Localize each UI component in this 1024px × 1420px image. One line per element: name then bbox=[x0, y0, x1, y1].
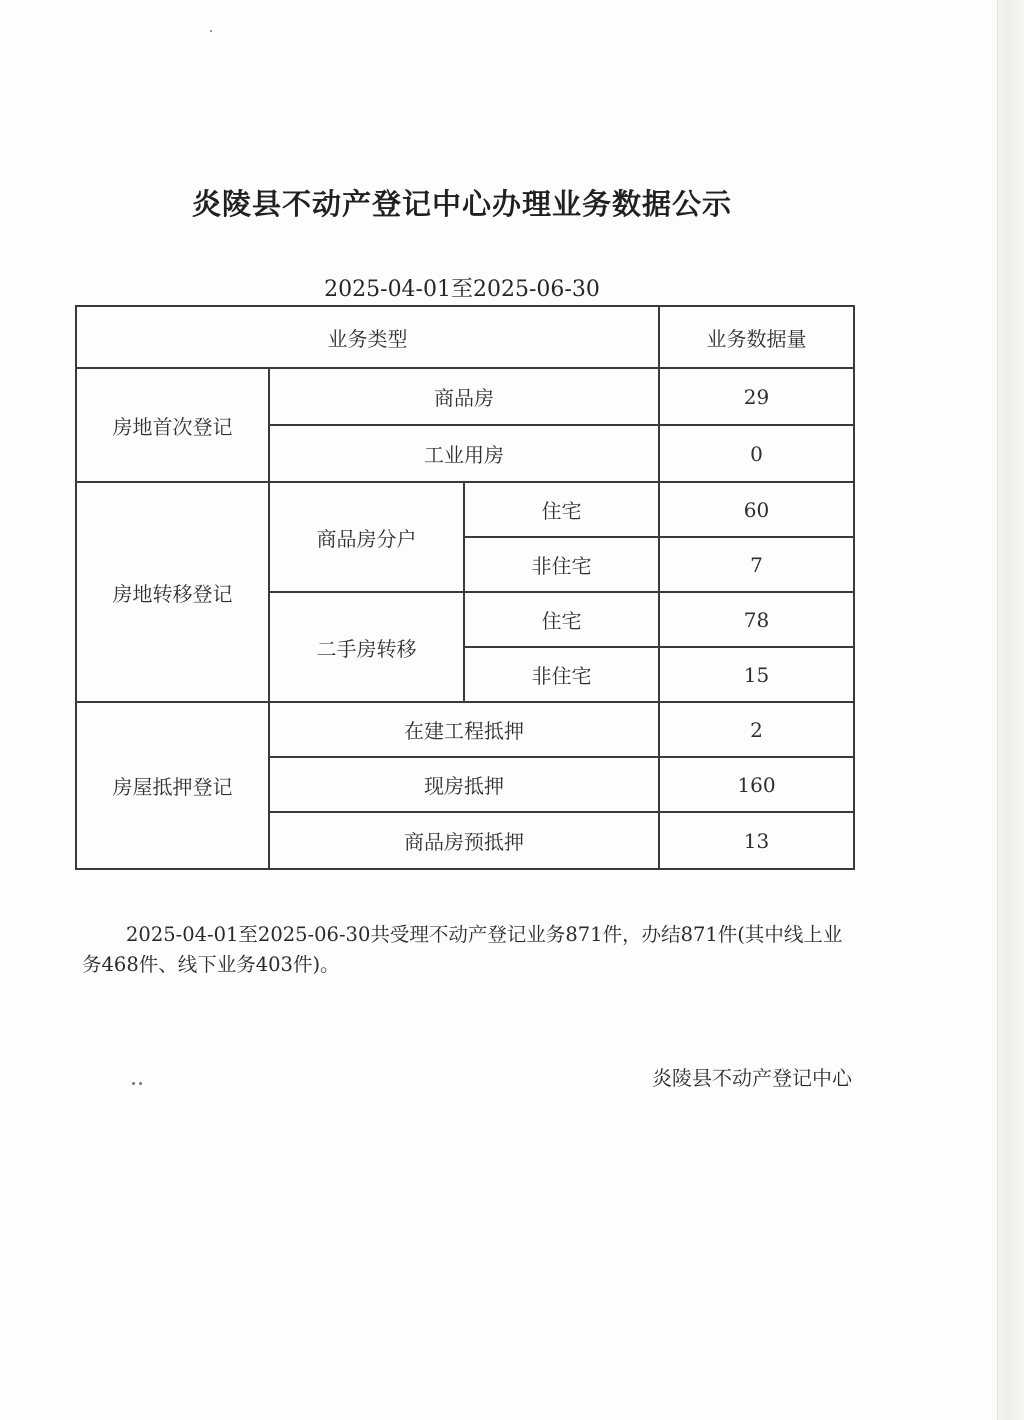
subgroup-label: 二手房转移 bbox=[269, 592, 464, 702]
row-label: 住宅 bbox=[464, 482, 659, 537]
document-title: 炎陵县不动产登记中心办理业务数据公示 bbox=[191, 187, 732, 221]
scan-speck bbox=[139, 1082, 142, 1085]
scan-speck bbox=[132, 1082, 135, 1085]
business-data-table bbox=[75, 305, 855, 870]
row-value: 2 bbox=[659, 702, 854, 757]
header-business-type: 业务类型 bbox=[76, 306, 659, 368]
group-first-registration: 房地首次登记 bbox=[76, 368, 269, 482]
header-data-count: 业务数据量 bbox=[659, 306, 854, 368]
row-value: 15 bbox=[659, 647, 854, 702]
row-label: 工业用房 bbox=[269, 425, 659, 482]
subgroup-label: 商品房分户 bbox=[269, 482, 464, 592]
row-value: 0 bbox=[659, 425, 854, 482]
row-value: 7 bbox=[659, 537, 854, 592]
scan-speck bbox=[210, 30, 212, 32]
date-range: 2025-04-01至2025-06-30 bbox=[324, 277, 600, 302]
row-label: 在建工程抵押 bbox=[269, 702, 659, 757]
row-value: 60 bbox=[659, 482, 854, 537]
row-value: 78 bbox=[659, 592, 854, 647]
group-mortgage-registration: 房屋抵押登记 bbox=[76, 702, 269, 869]
row-label: 非住宅 bbox=[464, 647, 659, 702]
table-header-row bbox=[76, 306, 854, 368]
row-label: 商品房 bbox=[269, 368, 659, 425]
table-row bbox=[76, 368, 854, 425]
row-label: 商品房预抵押 bbox=[269, 812, 659, 869]
scan-edge-shadow bbox=[997, 0, 1024, 1420]
group-transfer-registration: 房地转移登记 bbox=[76, 482, 269, 702]
row-value: 29 bbox=[659, 368, 854, 425]
row-label: 非住宅 bbox=[464, 537, 659, 592]
row-label: 住宅 bbox=[464, 592, 659, 647]
summary-paragraph: 2025-04-01至2025-06-30共受理不动产登记业务871件，办结871件(其中线上业务468件、线下业务403件)。 bbox=[82, 923, 843, 976]
issuer-signature: 炎陵县不动产登记中心 bbox=[652, 1066, 852, 1090]
row-label: 现房抵押 bbox=[269, 757, 659, 812]
table-row bbox=[76, 702, 854, 757]
table-row bbox=[76, 482, 854, 537]
row-value: 13 bbox=[659, 812, 854, 869]
row-value: 160 bbox=[659, 757, 854, 812]
